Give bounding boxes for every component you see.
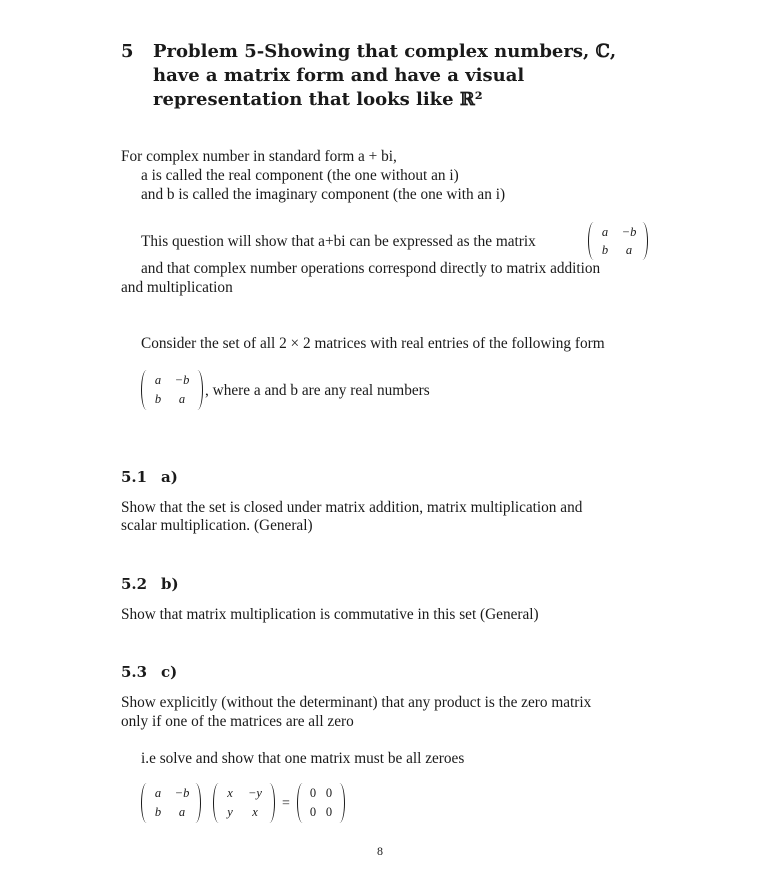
matrix-cell: −b	[174, 373, 190, 387]
right-paren	[190, 783, 201, 823]
matrix-cell: x	[227, 786, 233, 800]
subsection-5-2-heading	[121, 575, 179, 594]
matrix-cell: b	[154, 805, 162, 819]
sub2-line-1: Show that matrix multiplication is commutative in this set (General)	[121, 606, 539, 623]
matrix-cell: −y	[248, 786, 262, 800]
matrix-cell: a	[625, 243, 633, 257]
equation-matrix-zero	[297, 783, 345, 823]
section-number: 5	[121, 41, 134, 62]
intro-line-1: For complex number in standard form a + bi,	[121, 148, 397, 165]
matrix-cell: a	[154, 786, 162, 800]
matrix-cell: a	[601, 225, 609, 239]
subsection-title: c)	[161, 663, 178, 681]
subsection-5-3-heading	[121, 663, 177, 682]
equals-sign: =	[282, 796, 290, 811]
matrix-cell: −b	[621, 225, 637, 239]
matrix-cell: x	[252, 805, 258, 819]
matrix-cell: b	[601, 243, 609, 257]
question-line-3: and multiplication	[121, 279, 233, 296]
matrix-cell: 0	[309, 805, 317, 819]
matrix-cell: y	[227, 805, 233, 819]
equation-matrix-xy	[213, 783, 275, 823]
matrix-cell: a	[178, 805, 186, 819]
section-heading	[121, 40, 661, 112]
subsection-5-1-heading	[121, 468, 178, 487]
sub1-line-1: Show that the set is closed under matrix addition, matrix multiplication and	[121, 499, 583, 516]
set-form-matrix	[141, 370, 203, 410]
question-line-2: and that complex number operations correspond directly to matrix addition	[141, 260, 601, 277]
sub3-line-3: i.e solve and show that one matrix must be all zeroes	[141, 750, 465, 767]
matrix-cell: 0	[325, 786, 333, 800]
matrix-cell: b	[154, 392, 162, 406]
right-paren	[334, 783, 345, 823]
subsection-number: 5.3	[121, 663, 148, 681]
question-line-1: This question will show that a+bi can be expressed as the matrix	[141, 233, 536, 250]
intro-line-2: a is called the real component (the one without an i)	[141, 167, 459, 184]
equation-matrix-ab	[141, 783, 201, 823]
matrix-cell: −b	[174, 786, 190, 800]
subsection-number: 5.1	[121, 468, 148, 486]
matrix-cell: 0	[309, 786, 317, 800]
intro-line-3: and b is called the imaginary component (the one with an i)	[141, 186, 506, 203]
consider-line-1: Consider the set of all 2 × 2 matrices with real entries of the following form	[141, 335, 605, 352]
subsection-number: 5.2	[121, 575, 148, 593]
right-paren	[192, 370, 203, 410]
section-title: Problem 5-Showing that complex numbers, ℂ, have a matrix form and have a visual representation that looks like ℝ²	[153, 41, 617, 110]
subsection-title: a)	[161, 468, 178, 486]
matrix-cell: a	[178, 392, 186, 406]
sub3-line-1: Show explicitly (without the determinant) that any product is the zero matrix	[121, 694, 592, 711]
sub1-line-2: scalar multiplication. (General)	[121, 517, 313, 534]
matrix-cell: a	[154, 373, 162, 387]
subsection-title: b)	[161, 575, 179, 593]
inline-matrix-ab	[588, 222, 648, 260]
matrix-cell: 0	[325, 805, 333, 819]
sub3-line-2: only if one of the matrices are all zero	[121, 713, 354, 730]
consider-tail: , where a and b are any real numbers	[205, 382, 430, 399]
right-paren	[264, 783, 275, 823]
right-paren	[637, 222, 648, 260]
page-number: 8	[377, 844, 383, 858]
